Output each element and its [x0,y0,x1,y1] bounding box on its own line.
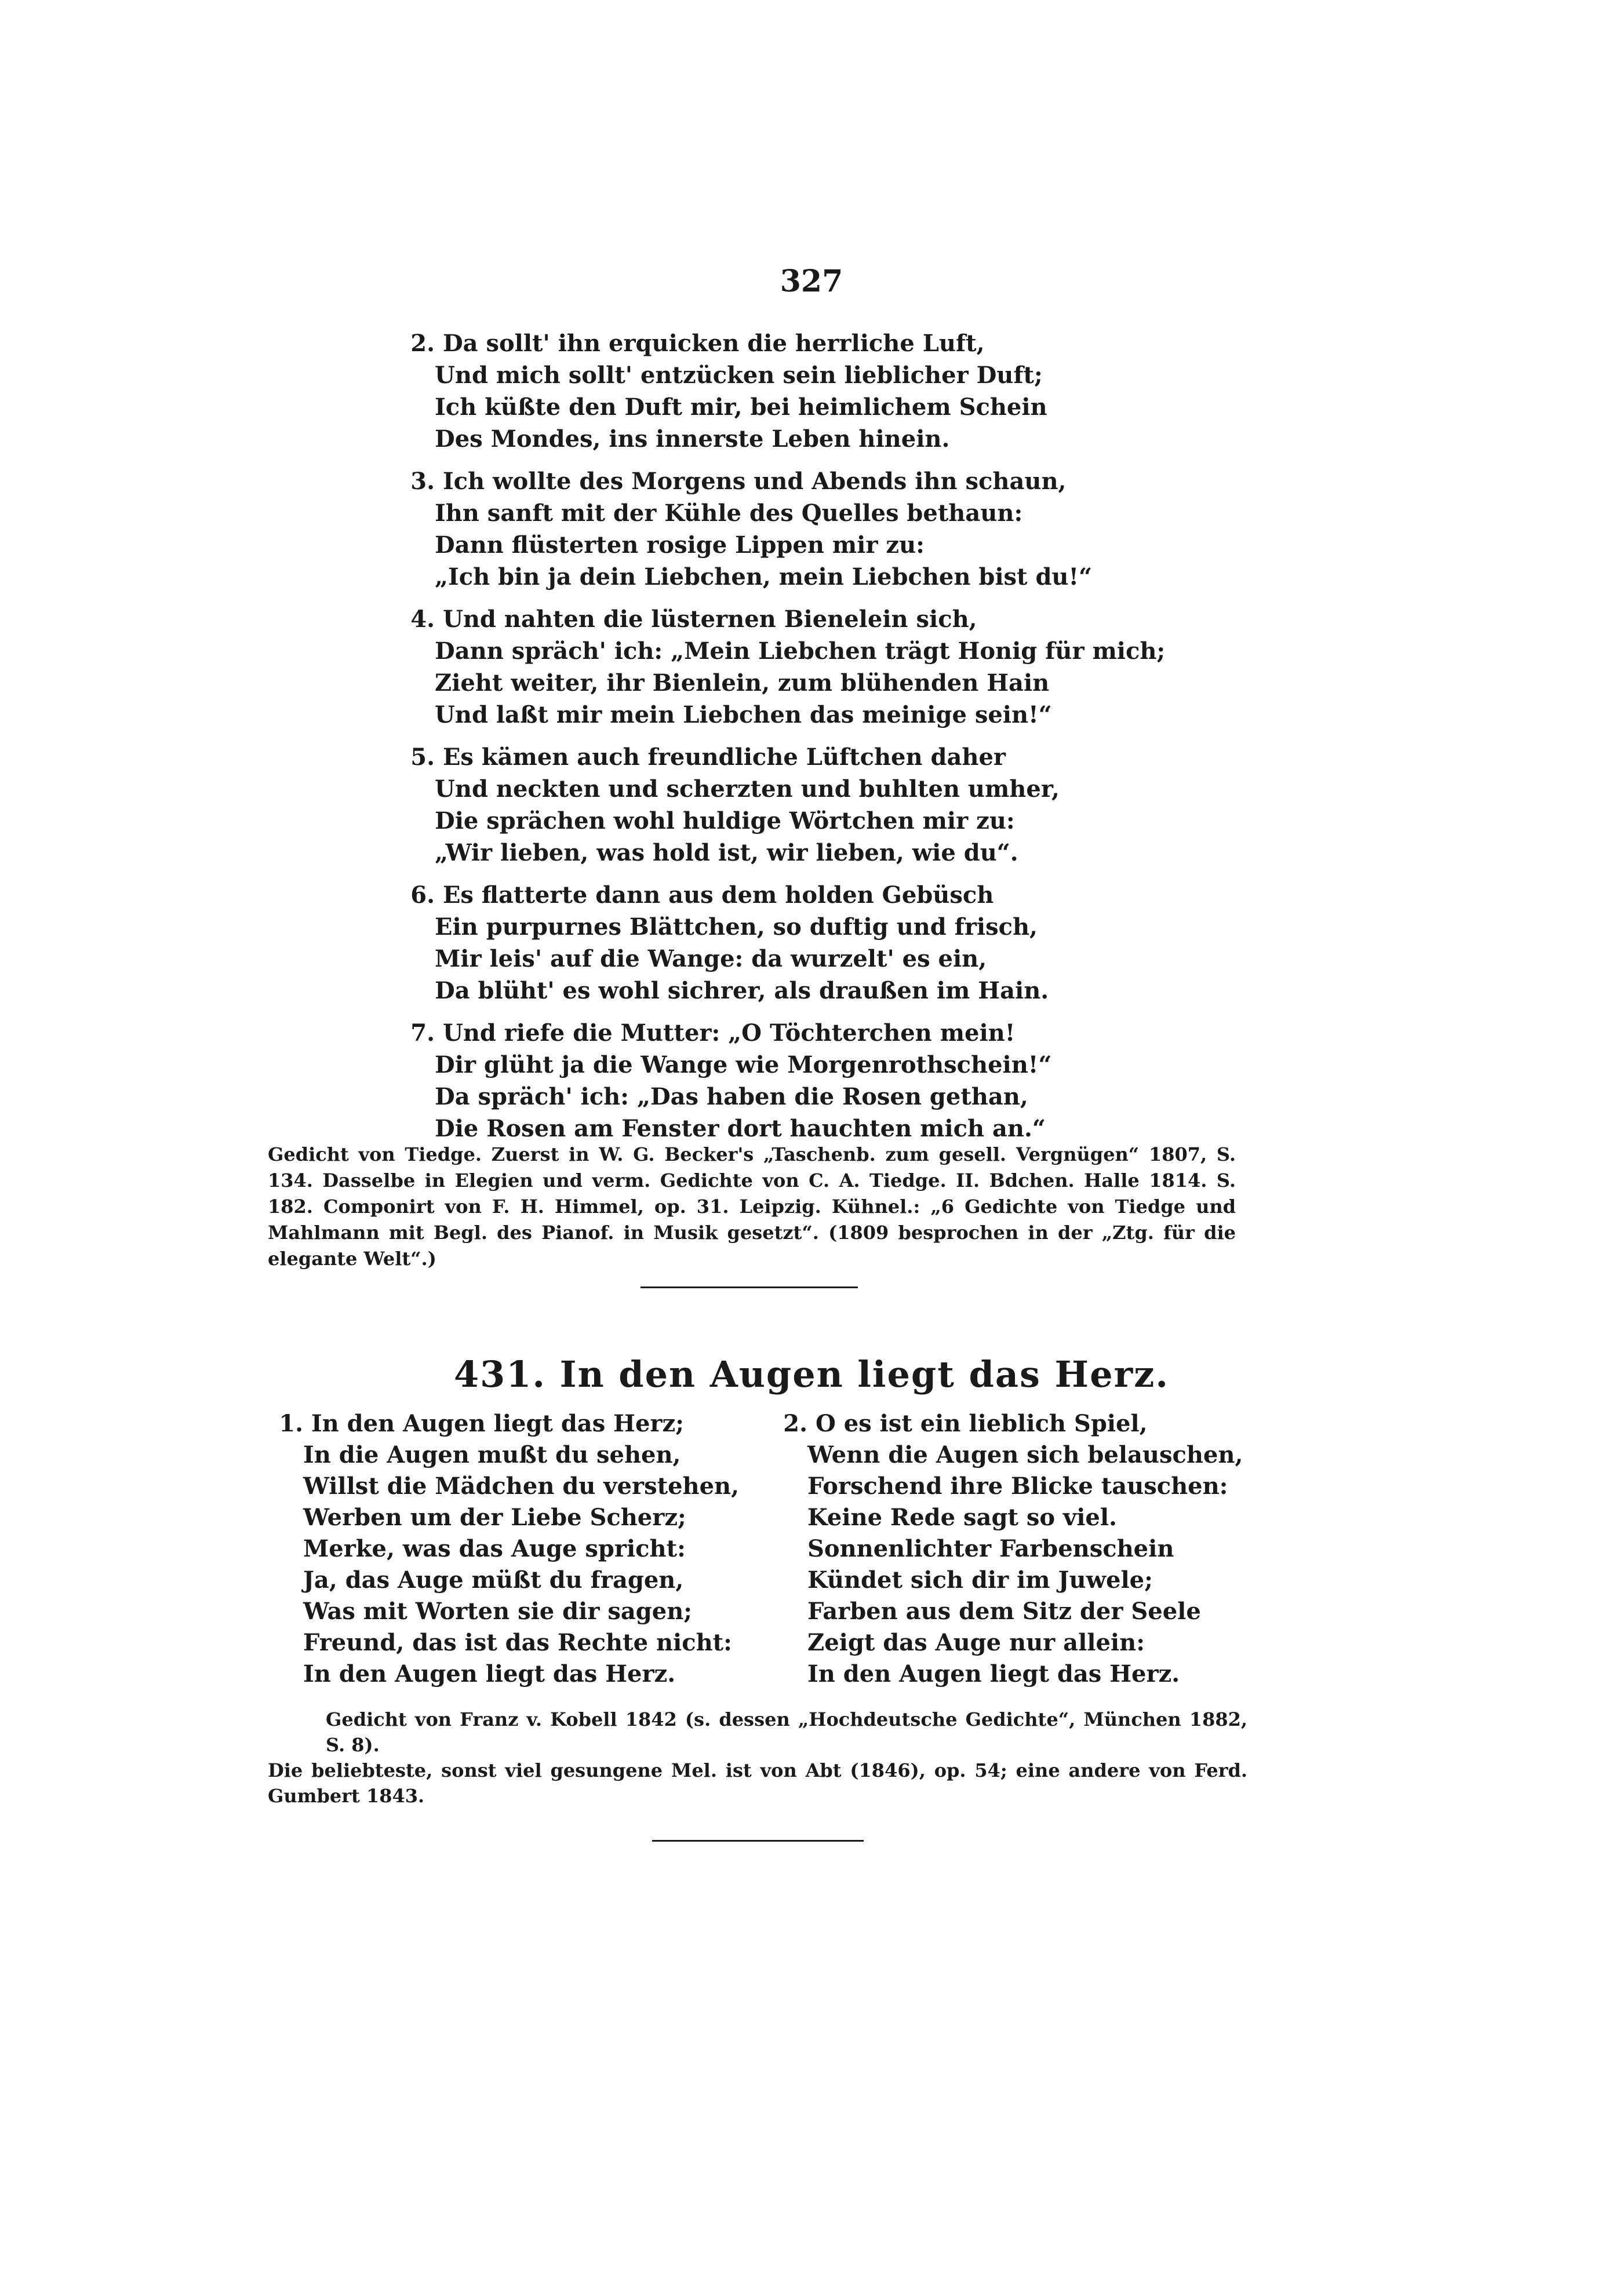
verse-line: Keine Rede sagt so viel. [807,1504,1117,1531]
verse-text: Es flatterte dann aus dem holden Gebüsch [442,881,994,909]
page-number: 327 [780,264,843,299]
stanza-number: 4. [410,606,435,633]
verse-line [400,1017,1269,1049]
stanza-number: 2. [783,1410,807,1437]
stanza-number: 3. [410,468,435,495]
source-note-line: Gedicht von Franz v. Kobell 1842 (s. dessen „Hochdeutsche Gedichte“, München 1882, S. 8). [326,1708,1247,1756]
verse-line: Merke, was das Auge spricht: [303,1535,686,1562]
verse-line: Zeigt das Auge nur allein: [807,1629,1145,1656]
verse-line: Zieht weiter, ihr Bienlein, zum blühenden Hain [435,669,1050,697]
verse-line: Werben um der Liebe Scherz; [303,1504,686,1531]
verse-line: Da spräch' ich: „Das haben die Rosen gethan, [435,1083,1028,1110]
source-note-rest: Die beliebteste, sonst viel gesungene Mel. ist von Abt (1846), op. 54; eine andere von Ferd. Gumbert 1843. [268,1759,1247,1807]
source-note: Gedicht von Tiedge. Zuerst in W. G. Becker's „Taschenb. zum gesell. Vergnügen“ 1807, S. 134. Dasselbe in Elegien und verm. Gedichte von C. A. Tiedge. II. Bdchen. Halle 1814. S. 182. Componirt von F. H. Himmel, op. 31. Leipzig. Kühnel.: „6 Gedichte von Tiedge und Mahlmann mit Begl. des Pianof. in Musik gesetzt“. (1809 besprochen in der „Ztg. für die elegante Welt“.) [268,1143,1236,1270]
stanza-number: 5. [410,744,435,771]
verse-line: Dann flüsterten rosige Lippen mir zu: [435,531,925,559]
verse-line [768,1408,1290,1439]
verse-line: Sonnenlichter Farbenschein [807,1535,1174,1562]
verse-text: Und nahten die lüsternen Bienelein sich, [442,606,977,633]
verse-text: Es kämen auch freundliche Lüftchen daher [442,744,1006,771]
verse-line: Dir glüht ja die Wange wie Morgenrothschein!“ [435,1051,1052,1078]
verse-line: Und laßt mir mein Liebchen das meinige sein!“ [435,701,1052,728]
section-divider [652,1840,864,1842]
section-divider [641,1287,858,1288]
verse-line: Die Rosen am Fenster dort hauchten mich an.“ [435,1115,1046,1142]
verse-line: Ja, das Auge müßt du fragen, [303,1566,684,1594]
verse-line: Da blüht' es wohl sichrer, als draußen im Hain. [435,977,1049,1004]
verse-line: Farben aus dem Sitz der Seele [807,1598,1201,1625]
verse-line [400,603,1269,635]
verse-line: „Wir lieben, was hold ist, wir lieben, wie du“. [435,839,1018,866]
verse-line: Ich küßte den Duft mir, bei heimlichem Schein [435,393,1047,421]
stanza [400,603,1269,731]
verse-text: Ich wollte des Morgens und Abends ihn schaun, [442,468,1067,495]
stanza [400,879,1269,1007]
stanza-number: 2. [410,330,435,357]
verse-line: Wenn die Augen sich belauschen, [807,1441,1243,1468]
verse-column-2 [768,1408,1290,1690]
verse-line [400,327,1269,359]
verse-line: Kündet sich dir im Juwele; [807,1566,1153,1594]
stanza-number: 6. [410,881,435,909]
song-title: 431. In den Augen liegt das Herz. [454,1353,1169,1395]
verse-line: Dann spräch' ich: „Mein Liebchen trägt Honig für mich; [435,637,1166,665]
stanza-number: 1. [279,1410,303,1437]
stanza [400,327,1269,455]
source-note-2 [268,1707,1247,1809]
verse-line: Ein purpurnes Blättchen, so duftig und frisch, [435,913,1038,941]
verse-line: Willst die Mädchen du verstehen, [303,1473,740,1500]
verse-line [400,741,1269,773]
verse-line: Und mich sollt' entzücken sein lieblicher Duft; [435,362,1043,389]
stanza-number: 7. [410,1019,435,1047]
verse-line: Ihn sanft mit der Kühle des Quelles bethaun: [435,500,1023,527]
verse-line: Und neckten und scherzten und buhlten umher, [435,775,1060,803]
verse-line: Des Mondes, ins innerste Leben hinein. [435,425,950,453]
verse-line: In den Augen liegt das Herz. [303,1660,676,1688]
stanza [400,465,1269,593]
verse-text: Da sollt' ihn erquicken die herrliche Luft, [442,330,985,357]
verse-line: Forschend ihre Blicke tauschen: [807,1473,1228,1500]
verse-column-1 [264,1408,774,1690]
verse-line [400,465,1269,497]
verse-line: Mir leis' auf die Wange: da wurzelt' es ein, [435,945,987,972]
verse-line [400,879,1269,911]
stanza [400,1017,1269,1145]
poem-stanzas [400,327,1269,1155]
verse-line: Was mit Worten sie dir sagen; [303,1598,693,1625]
verse-text: In den Augen liegt das Herz; [311,1410,684,1437]
verse-line: Freund, das ist das Rechte nicht: [303,1629,732,1656]
verse-line: In die Augen mußt du sehen, [303,1441,681,1468]
verse-line: In den Augen liegt das Herz. [807,1660,1180,1688]
verse-line: Die sprächen wohl huldige Wörtchen mir zu: [435,807,1015,834]
verse-text: O es ist ein lieblich Spiel, [815,1410,1148,1437]
verse-line [264,1408,774,1439]
verse-text: Und riefe die Mutter: „O Töchterchen mein! [442,1019,1016,1047]
stanza [400,741,1269,869]
verse-line: „Ich bin ja dein Liebchen, mein Liebchen bist du!“ [435,563,1093,591]
